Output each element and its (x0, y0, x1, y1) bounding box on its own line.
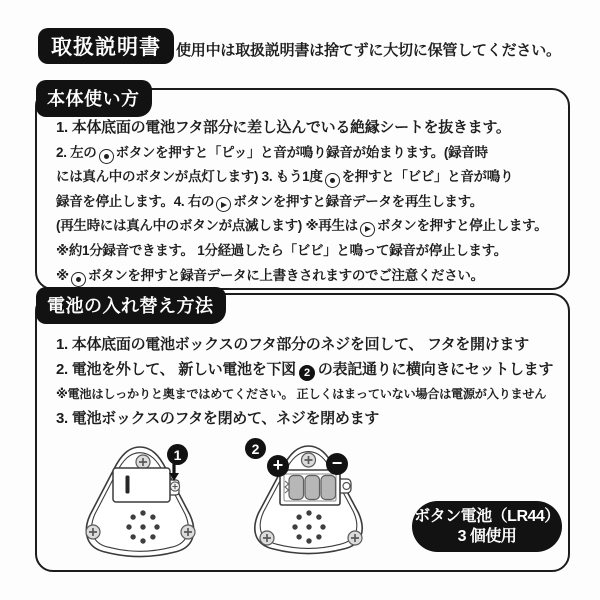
instruction-text: ボタンを押すと録音データを再生します。 (233, 193, 483, 209)
instruction-text: 2. 左の (56, 144, 97, 160)
instruction-text: (再生時には真ん中のボタンが点滅します) ※再生は (56, 218, 358, 234)
instruction-line (56, 382, 562, 407)
instruction-line (56, 333, 562, 358)
instruction-text: 1. 本体底面の電池ボックスのフタ部分のネジを回して、 フタを開けます (56, 336, 529, 353)
instruction-text: 2. 電池を外して、 新しい電池を下図 (56, 360, 296, 378)
battery-type-line2: 3 個使用 (457, 527, 517, 545)
speaker-grille (292, 510, 325, 543)
battery-section-title: 電池の入れ替え方法 (36, 287, 226, 324)
step-2-badge: 2 (245, 438, 266, 459)
speaker-grille (126, 510, 159, 543)
device-bottom-open-diagram (245, 442, 372, 562)
play-button-icon (360, 222, 375, 237)
screw-icon (181, 525, 195, 539)
instruction-line (56, 239, 560, 264)
manual-title-badge: 取扱説明書 (38, 28, 174, 64)
screw-icon (348, 531, 362, 545)
instruction-line (56, 165, 560, 190)
button-cells (289, 476, 336, 500)
tab-hole (343, 483, 350, 490)
screw-icon (260, 531, 274, 545)
usage-section (35, 88, 570, 290)
record-button-icon (99, 149, 114, 164)
instruction-line (56, 358, 562, 383)
instruction-text: の表記通りに横向きにセットします (317, 360, 554, 378)
arrow-down-icon (169, 462, 179, 487)
screw-icon (136, 455, 150, 469)
battery-type-line1: ボタン電池（LR44） (414, 507, 560, 525)
instruction-line (56, 116, 560, 141)
record-button-icon (71, 272, 86, 287)
battery-instructions (37, 295, 568, 431)
battery-type-badge (412, 501, 562, 552)
screw-icon (302, 453, 316, 467)
usage-section-title: 本体使い方 (36, 80, 152, 117)
instruction-text: ※電池はしっかりと奥まではめてください。 正しくはまっていない場合は電源が入りません (56, 387, 547, 402)
cover-slot-mark (126, 476, 130, 494)
instruction-text: ボタンを押すと停止します。 (376, 218, 548, 234)
instruction-text: ボタンを押すと「ピッ」と音が鳴り録音が始まります。(録音時 (115, 144, 488, 160)
instruction-line (56, 214, 560, 239)
instruction-text: 録音を停止します。4. 右の (56, 193, 215, 209)
step-1-badge: 1 (167, 444, 188, 465)
keep-manual-note: 使用中は取扱説明書は捨てずに大切に保管してください。 (176, 42, 561, 59)
record-button-icon (325, 173, 340, 188)
instruction-text: には真ん中のボタンが点灯します) 3. もう1度 (56, 169, 323, 185)
instruction-text: 3. 電池ボックスのフタを閉めて、ネジを閉めます (56, 409, 379, 427)
usage-instructions (37, 90, 568, 288)
minus-terminal-badge: − (326, 453, 348, 475)
instruction-line (56, 407, 562, 432)
plus-terminal-badge: + (267, 455, 289, 477)
instruction-text: ※ (56, 267, 69, 283)
instruction-line (56, 141, 560, 166)
step-2-inline-badge: 2 (299, 365, 315, 381)
play-button-icon (216, 197, 231, 212)
screw-icon (86, 525, 100, 539)
instruction-text: 1. 本体底面の電池フタ部分に差し込んでいる絶縁シートを抜きます。 (56, 119, 511, 136)
instruction-line (56, 190, 560, 215)
instruction-line (56, 264, 560, 289)
battery-compartment (280, 470, 351, 505)
instruction-text: ※約1分録音できます。 1分経過したら「ビビ」と鳴って録音が停止します。 (56, 242, 507, 258)
instruction-text: を押すと「ビビ」と音が鳴り (341, 169, 514, 185)
instruction-text: ボタンを押すと録音データに上書きされますのでご注意ください。 (87, 267, 484, 283)
